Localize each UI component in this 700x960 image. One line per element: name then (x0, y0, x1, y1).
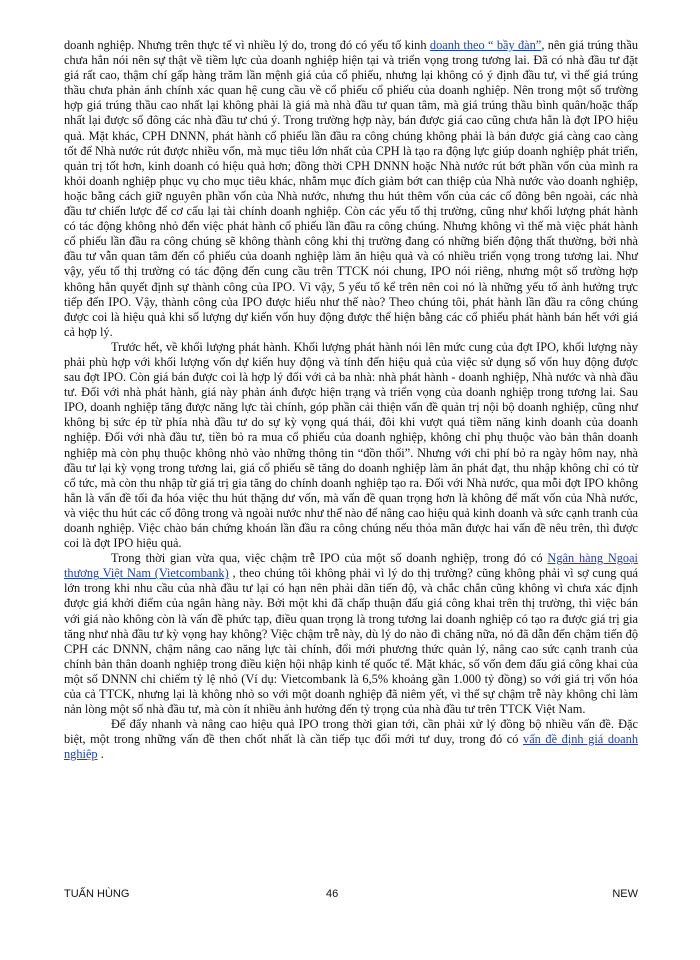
paragraph-4-text-after: . (97, 747, 104, 762)
paragraph-1-text-before: doanh nghiệp. Nhưng trên thực tế vì nhiều lý do, trong đó có yếu tố kinh (64, 38, 430, 52)
paragraph-3-text-before: Trong thời gian vừa qua, việc chậm trễ IPO của một số doanh nghiệp, trong đó có (111, 551, 548, 566)
link-enterprise-valuation[interactable]: vấn đề định giá doanh nghiệp (64, 732, 639, 762)
paragraph-conclusion (64, 717, 638, 762)
footer-page-number: 46 (326, 888, 339, 900)
link-herd-investing[interactable]: doanh theo “ bầy đàn” (429, 38, 542, 52)
paragraph-1-text-after: , nên giá trúng thầu chưa hẳn nói nên sự thật về tiềm lực của doanh nghiệp hiện tại và triển vọng trong tương lai. Đã có nhà đầu tư đặt giá rất cao, thậm chí gấp hàng trăm lần mệnh giá của cổ phiếu, nhưng lại không có ý định đầu tư, vì thế giá trúng thầu chưa phản ánh chính xác quan hệ cung cầu về cổ phiếu cổ phiếu của doanh nghiệp. Nên trong một số trường hợp giá trúng thầu cao nhất lại không phải là giá mà nhà đầu tư quan tâm, mà giá trúng thầu bình quân/hoặc thấp nhất lại được số đông các nhà đầu tư chú ý. Trong trường hợp này, bán được giá cao cũng chưa hẳn là đợt IPO hiệu quả. Mặt khác, CPH DNNN, phát hành cổ phiếu lần đầu ra công chúng không phải là bán được giá càng cao càng tốt để Nhà nước rút được nhiều vốn, mà mục tiêu lớn nhất của CPH là tạo ra động lực giúp doanh nghiệp phát triển, quản trị tốt hơn, kinh doanh có hiệu quả hơn; đồng thời CPH DNNN hoặc Nhà nước rút bớt phần vốn của mình ra khỏi doanh nghiệp phục vụ cho mục tiêu khác, nhằm mục đích giảm bớt can thiệp của Nhà nước vào doanh nghiệp, hoặc bằng cách giữ nguyên phần vốn của Nhà nước, nhưng thu hút thêm vốn của các cổ đông bên ngoài, các nhà đầu tư chiến lược để cơ cấu lại tài chính doanh nghiệp. Còn các yếu tố thị trường, cũng như khối lượng phát hành có tác động không nhỏ đến việc phát hành cổ phiếu lần đầu ra công chúng. Nhưng không vì thế mà việc phát hành cổ phiếu lần đầu ra công chúng sẽ không thành công khi thị trường đang có những biến động thất thường, bởi nhà đầu tư vẫn quan tâm đến cổ phiếu của doanh nghiệp làm ăn hiệu quả và có nhiều triển vọng trong tương lai. Như vậy, yếu tố thị trường có tác động đến cung cầu trên TTCK nói chung, IPO nói riêng, nhưng một số trường hợp không hẳn quyết định sự thành công của IPO. Vì vậy, 5 yếu tố kể trên nên coi nó là những yếu tố ảnh hưởng trực tiếp đến IPO. Vậy, thành công của IPO được hiểu như thế nào? Theo chúng tôi, phát hành lần đầu ra công chúng được coi là hiệu quả khi số lượng dự kiến vốn huy động được thể hiện bằng các cổ phiếu phát hành bán hết với giá cả hợp lý. (64, 38, 638, 339)
document-body (64, 38, 638, 763)
paragraph-ipo-delays (64, 551, 638, 717)
paragraph-4-text-before: Để đẩy nhanh và nâng cao hiệu quả IPO trong thời gian tới, cần phải xử lý đồng bộ nhiều vấn đề. Đặc biệt, một trong những vấn đề then chốt nhất là cần tiếp tục đổi mới tư duy, trong đó có (64, 717, 638, 747)
footer-edition: NEW (612, 888, 638, 900)
paragraph-issue-volume: Trước hết, về khối lượng phát hành. Khối lượng phát hành nói lên mức cung của đợt IPO, khối lượng này phải phù hợp với khối lượng vốn dự kiến huy động và tính đến hiệu quả của việc sử dụng số vốn huy động được sau đợt IPO. Còn giá bán được coi là hợp lý đối với cả ba nhà: nhà phát hành - doanh nghiệp, Nhà nước và nhà đầu tư. Đối với nhà phát hành, giá này phản ánh được hiện trạng và triển vọng của doanh nghiệp trong tương lai. Sau IPO, doanh nghiệp tăng được năng lực tài chính, góp phần cải thiện vấn đề quản trị nội bộ doanh nghiệp, cũng như không bị sức ép từ phía nhà đầu tư do sự kỳ vọng quá thái, đôi khi vượt quá tiềm năng kinh doanh của doanh nghiệp. Đối với nhà đầu tư, tiền bỏ ra mua cổ phiếu của doanh nghiệp, không chỉ phụ thuộc vào bản thân doanh nghiệp mà còn phụ thuộc không nhỏ vào những thông tin “đồn thổi”. Nhưng với chi phí bỏ ra ngày hôm nay, nhà đầu tư lại kỳ vọng trong tương lai, giá cổ phiếu sẽ tăng do doanh nghiệp làm ăn phát đạt, thu nhập không chỉ có từ cổ tức, mà còn thu nhập từ giá trị gia tăng do chính doanh nghiệp tạo ra. Đối với Nhà nước, qua mỗi đợt IPO không hẳn là vấn đề tối đa hóa việc thu hút thặng dư vốn, mà vấn đề quan trọng hơn là không để mất vốn của Nhà nước, và việc thu hút các cổ đông trong và ngoài nước như thế nào để nâng cao hiệu quả kinh doanh và sức cạnh tranh của doanh nghiệp. Việc chào bán chứng khoán lần đầu ra công chúng nếu thỏa mãn được hai vấn đề nêu trên, thì được coi là đợt IPO hiệu quả. (64, 339, 638, 551)
page-footer (64, 888, 638, 904)
footer-author: TUẤN HÙNG (64, 888, 130, 900)
paragraph-ipo-pricing (64, 38, 638, 340)
paragraph-3-text-after: , theo chúng tôi không phải vì lý do thị trường? cũng không phải vì sợ cung quá lớn trong khi nhu cầu của nhà đầu tư lại có hạn nên phải dãn tiến độ, và chắc chắn cũng không vì chưa xác định được giá khởi điểm của ngân hàng này. Bởi một khi đã chấp thuận đấu giá công khai trên thị trường, thì việc bán với giá nào không còn là vấn đề phức tạp, điều quan trọng là trong tương lai doanh nghiệp có tạo ra được giá trị gia tăng như nhà đầu tư kỳ vọng hay không? Việc chậm trễ này, dù lý do nào đi chăng nữa, nó đã dẫn đến chậm tiến độ CPH các DNNN, chậm nâng cao năng lực tài chính, đổi mới phương thức quản lý, nâng cao sức cạnh tranh của chính bản thân doanh nghiệp trong điều kiện hội nhập kinh tế quốc tế. Mặt khác, số vốn đem đấu giá công khai của một số DNNN chỉ chiếm tỷ lệ nhỏ (Ví dụ: Vietcombank là 6,5% khoảng gần 1.000 tỷ đồng) so với giá trị vốn hóa của cả TTCK, nhưng lại là không nhỏ so với một doanh nghiệp đã niêm yết, vì thế sự chậm trễ này không chỉ làm nản lòng một số nhà đầu tư, mà còn ít nhiều ảnh hưởng đến tỷ trọng của nhà đầu tư trên TTCK Việt Nam. (64, 566, 638, 717)
link-vietcombank[interactable]: Ngân hàng Ngoại thương Việt Nam (Vietcombank) (64, 551, 638, 581)
